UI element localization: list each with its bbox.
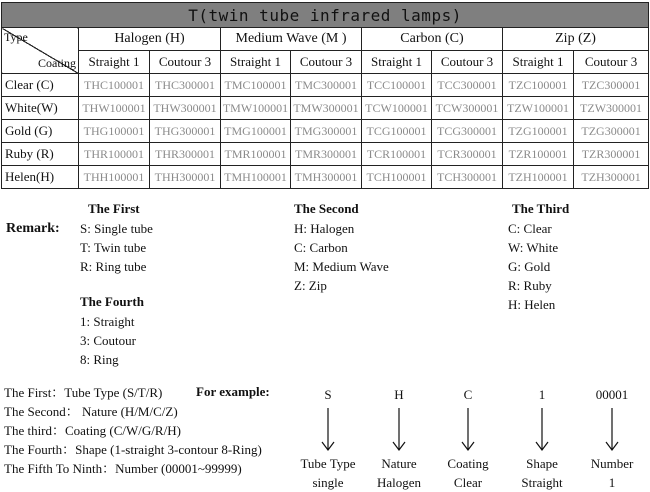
- code-cell: TCG100001: [362, 120, 432, 143]
- explanation-line: The third：Coating (C/W/G/R/H): [4, 423, 181, 438]
- code-cell: THC300001: [150, 74, 221, 97]
- code-cell: TMW100001: [221, 97, 291, 120]
- list-item: 3: Coutour: [80, 333, 136, 348]
- row-label: Helen(H): [2, 166, 79, 189]
- code-cell: TZR100001: [503, 143, 574, 166]
- shape-header: Coutour 3: [432, 51, 503, 74]
- code-cell: TMH100001: [221, 166, 291, 189]
- code-cell: TZG300001: [574, 120, 649, 143]
- remark-fourth: [80, 294, 144, 369]
- code-cell: THR300001: [150, 143, 221, 166]
- list-item: 1: Straight: [80, 314, 135, 329]
- code-cell: THW300001: [150, 97, 221, 120]
- example-name: Tube Type: [300, 456, 356, 471]
- list-item: S: Single tube: [80, 221, 153, 236]
- code-cell: TMC300001: [291, 74, 362, 97]
- example-code: 00001: [595, 387, 629, 402]
- code-cell: TCR100001: [362, 143, 432, 166]
- code-cell: TCC100001: [362, 74, 432, 97]
- table-row: [2, 166, 649, 189]
- shape-header: Coutour 3: [150, 51, 221, 74]
- corner-coating-label: Coating: [38, 56, 76, 70]
- code-cell: TMG100001: [221, 120, 291, 143]
- code-cell: THH100001: [79, 166, 150, 189]
- row-label: Gold (G): [2, 120, 79, 143]
- example-name: Nature: [381, 456, 417, 471]
- list-item: C: Clear: [508, 221, 552, 236]
- example-column: [572, 385, 650, 492]
- remark-third: [508, 201, 569, 314]
- example-label: For example:: [196, 384, 270, 399]
- code-cell: THH300001: [150, 166, 221, 189]
- code-cell: TZG100001: [503, 120, 574, 143]
- code-cell: TZC300001: [574, 74, 649, 97]
- remark-second-title: The Second: [294, 201, 359, 216]
- code-cell: THG300001: [150, 120, 221, 143]
- example-name: Shape: [526, 456, 558, 471]
- list-item: R: Ring tube: [80, 259, 147, 274]
- code-cell: TCR300001: [432, 143, 503, 166]
- list-item: M: Medium Wave: [294, 259, 389, 274]
- table-title: T(twin tube infrared lamps): [2, 3, 649, 28]
- code-cell: TZC100001: [503, 74, 574, 97]
- code-cell: TMR100001: [221, 143, 291, 166]
- code-cell: TZR300001: [574, 143, 649, 166]
- list-item: C: Carbon: [294, 240, 348, 255]
- example-value: single: [312, 475, 344, 490]
- code-cell: THC100001: [79, 74, 150, 97]
- explanation-line: The First：Tube Type (S/T/R): [4, 385, 163, 400]
- shape-header: Straight 1: [221, 51, 291, 74]
- down-arrow-icon: [428, 404, 508, 454]
- list-item: G: Gold: [508, 259, 551, 274]
- list-item: W: White: [508, 240, 559, 255]
- row-label: White(W): [2, 97, 79, 120]
- example-column: [428, 385, 508, 492]
- product-code-table: [1, 2, 649, 189]
- group-header: Medium Wave (M ): [221, 28, 362, 51]
- down-arrow-icon: [502, 404, 582, 454]
- example-code: H: [394, 387, 404, 402]
- list-item: H: Helen: [508, 297, 556, 312]
- shape-header: Coutour 3: [291, 51, 362, 74]
- code-cell: TCG300001: [432, 120, 503, 143]
- remark-label: Remark:: [6, 221, 60, 236]
- code-cell: TZH300001: [574, 166, 649, 189]
- remark-first: [80, 201, 153, 276]
- code-cell: TZH100001: [503, 166, 574, 189]
- shape-header: Straight 1: [503, 51, 574, 74]
- code-cell: TCH100001: [362, 166, 432, 189]
- group-header: Zip (Z): [503, 28, 649, 51]
- code-cell: THR100001: [79, 143, 150, 166]
- code-cell: TMH300001: [291, 166, 362, 189]
- example-name: Number: [590, 456, 634, 471]
- row-label: Clear (C): [2, 74, 79, 97]
- corner-type-label: Type: [4, 30, 28, 44]
- example-column: [359, 385, 439, 492]
- code-cell: TCC300001: [432, 74, 503, 97]
- code-cell: TCH300001: [432, 166, 503, 189]
- list-item: H: Halogen: [294, 221, 355, 236]
- remark-fourth-title: The Fourth: [80, 294, 144, 309]
- remark-second: [294, 201, 389, 295]
- code-cell: TMW300001: [291, 97, 362, 120]
- example-value: Halogen: [376, 475, 422, 490]
- example-column: [502, 385, 582, 492]
- table-row: [2, 120, 649, 143]
- list-item: T: Twin tube: [80, 240, 147, 255]
- shape-header: Coutour 3: [574, 51, 649, 74]
- explanation-line: The Second： Nature (H/M/C/Z): [4, 404, 178, 419]
- shape-header: Straight 1: [79, 51, 150, 74]
- list-item: 8: Ring: [80, 352, 119, 367]
- example-value: Clear: [453, 475, 483, 490]
- remark-first-title: The First: [88, 201, 140, 216]
- table-row: [2, 74, 649, 97]
- code-cell: THW100001: [79, 97, 150, 120]
- down-arrow-icon: [572, 404, 650, 454]
- example-value: Straight: [521, 475, 563, 490]
- explanation-line: The Fifth To Ninth：Number (00001~99999): [4, 461, 242, 476]
- down-arrow-icon: [359, 404, 439, 454]
- table-row: [2, 143, 649, 166]
- code-cell: TMC100001: [221, 74, 291, 97]
- corner-header: [2, 28, 79, 74]
- code-cell: THG100001: [79, 120, 150, 143]
- group-header: Halogen (H): [79, 28, 221, 51]
- code-cell: TCW300001: [432, 97, 503, 120]
- table-row: [2, 97, 649, 120]
- list-item: R: Ruby: [508, 278, 552, 293]
- code-cell: TZW300001: [574, 97, 649, 120]
- example-code: C: [463, 387, 473, 402]
- group-header: Carbon (C): [362, 28, 503, 51]
- example-code: 1: [538, 387, 546, 402]
- example-column: [288, 385, 368, 492]
- row-label: Ruby (R): [2, 143, 79, 166]
- shape-header: Straight 1: [362, 51, 432, 74]
- code-cell: TCW100001: [362, 97, 432, 120]
- down-arrow-icon: [288, 404, 368, 454]
- remark-third-title: The Third: [512, 201, 570, 216]
- explanation-line: The Fourth：Shape (1-straight 3-contour 8-Ring): [4, 442, 262, 457]
- list-item: Z: Zip: [294, 278, 327, 293]
- code-cell: TMR300001: [291, 143, 362, 166]
- example-code: S: [324, 387, 332, 402]
- example-value: 1: [608, 475, 616, 490]
- code-cell: TZW100001: [503, 97, 574, 120]
- code-cell: TMG300001: [291, 120, 362, 143]
- example-name: Coating: [447, 456, 489, 471]
